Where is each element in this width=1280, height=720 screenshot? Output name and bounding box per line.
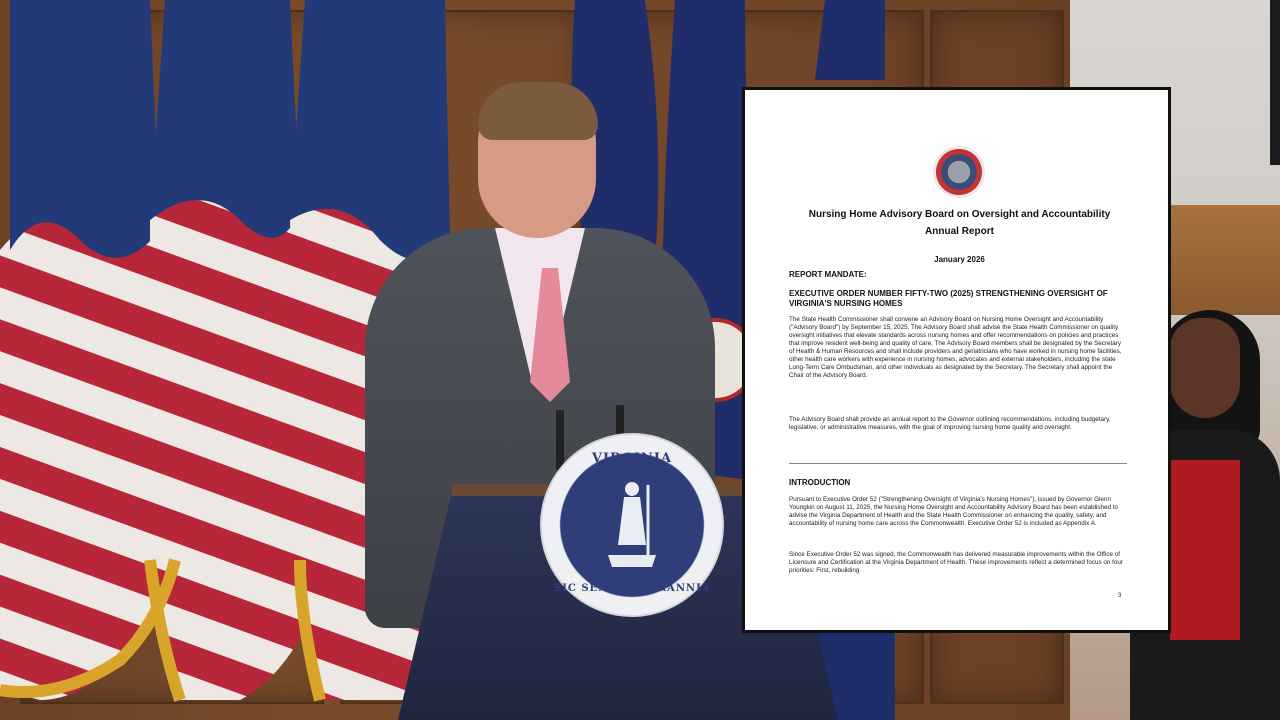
commonwealth-seal-icon <box>933 146 985 198</box>
mandate-heading: REPORT MANDATE: <box>789 270 867 279</box>
introduction-paragraph: Pursuant to Executive Order 52 ("Strengthening Oversight of Virginia's Nursing Homes"), issued by Governor Glenn Youngkin on August 11, 2025, the Nursing Home Oversight and Accountability Advisory Board has been established to advise the Virginia Department of Health and the State Health Commissioner on enhancing the quality, safety, and accountability of nursing home care across the Commonwealth. Executive Order 52 is included as Appendix A. <box>789 496 1119 527</box>
document-title <box>765 206 1154 240</box>
speaker-hair <box>478 82 598 140</box>
page-number: 3 <box>1118 593 1122 599</box>
report-document-overlay <box>742 87 1171 633</box>
introduction-heading: INTRODUCTION <box>789 478 851 487</box>
seal-top-text: VIRGINIA <box>591 451 673 466</box>
seal-bottom-text: SIC SEMPER TYRANNIS <box>553 583 711 594</box>
executive-order-heading: EXECUTIVE ORDER NUMBER FIFTY-TWO (2025) STRENGTHENING OVERSIGHT OF VIRGINIA'S NURSING HOMES <box>789 289 1108 308</box>
woman-red-top <box>1170 460 1240 640</box>
document-date: January 2026 <box>934 255 985 264</box>
section-divider <box>789 463 1127 464</box>
document-title-line2: Annual Report <box>925 226 994 237</box>
improvements-paragraph: Since Executive Order 52 was signed, the Commonwealth has delivered measurable improvements within the Office of Licensure and Certification at the Virginia Department of Health. These improvements reflect a determined focus on four priorities: First, rebuilding <box>789 551 1124 574</box>
seal-figure-icon <box>602 475 662 575</box>
mandate-paragraph: The State Health Commissioner shall convene an Advisory Board on Nursing Home Oversight and Accountability ("Advisory Board") by September 15, 2025. The Advisory Board shall advise the State Health Commissioner on quality oversight initiatives that elevate standards across nursing homes and offer recommendations on policies and practices that improve resident well-being and quality of care. The Advisory Board members shall be designated by the Secretary of Health & Human Resources and shall include providers and geriatricians who have worked in nursing home facilities, other health care workers with experience in nursing homes, advocates and external stakeholders, including the state Long-Term Care Ombudsman, and other individuals as designated by the Secretary. The Secretary shall appoint the Chair of the Advisory Board. <box>789 316 1122 379</box>
annual-report-paragraph: The Advisory Board shall provide an annual report to the Governor outlining recommendations, including budgetary, legislative, or administrative measures, with the goal of improving nursing home quality and oversight. <box>789 416 1111 431</box>
wall-frame-edge <box>1270 0 1280 165</box>
document-title-line1: Nursing Home Advisory Board on Oversight and Accountability <box>808 209 1111 220</box>
virginia-seal <box>540 433 724 617</box>
woman-face <box>1170 318 1240 418</box>
